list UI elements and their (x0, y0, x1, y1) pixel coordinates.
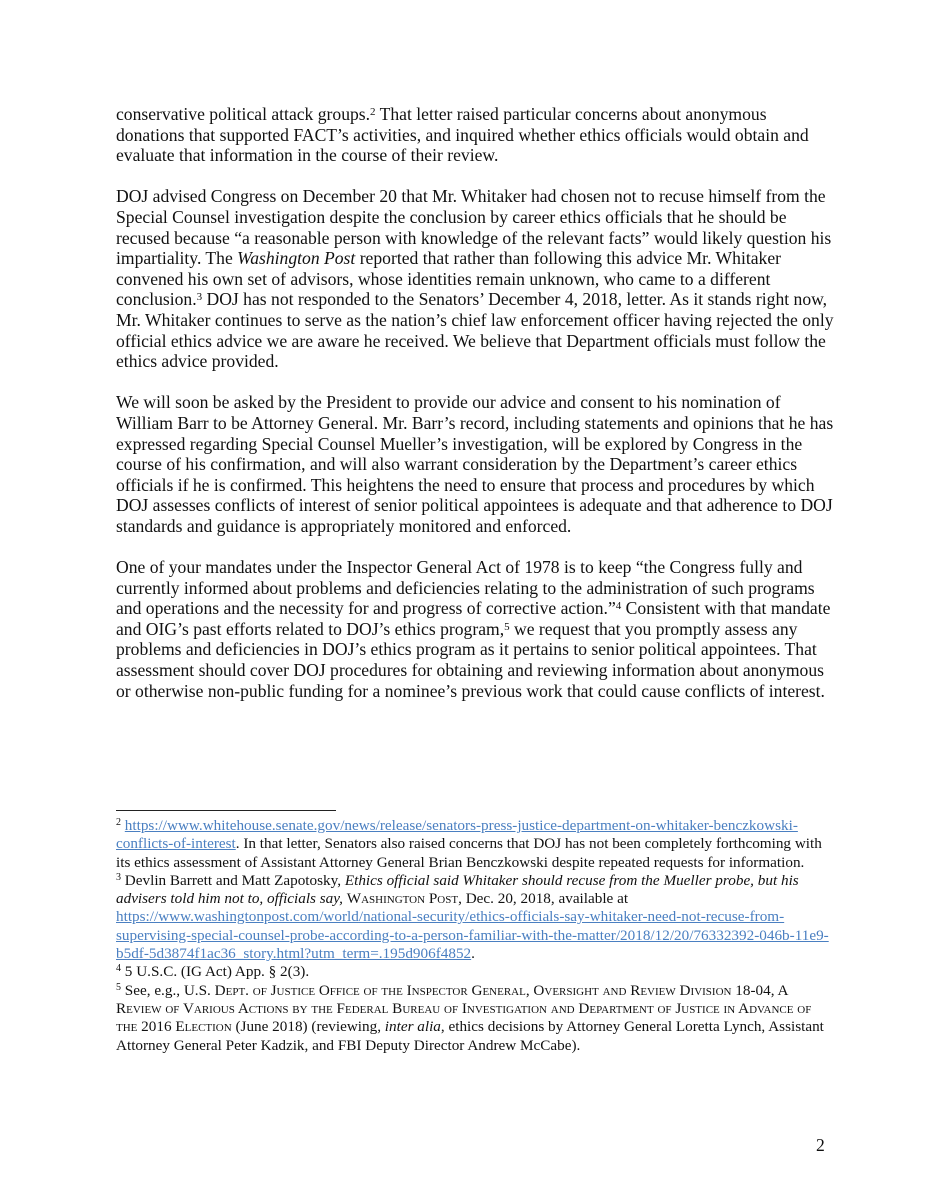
paragraph-3: We will soon be asked by the President to provide our advice and consent to his nomination of William Barr to be Attorney General. Mr. Barr’s record, including statements and opinions that he has expressed regarding Special Counsel Mueller’s investigation, will be explored by Congress in the course of his confirmation, and will also warrant consideration by the Department’s career ethics officials if he is confirmed. This heightens the need to ensure that process and procedures by which DOJ assesses conflicts of interest of senior political appointees is adequate and that adherence to DOJ standards and guidance is appropriately monitored and enforced. (116, 392, 834, 536)
footnote-ref-4[interactable]: 4 (615, 600, 622, 613)
footnote-separator (116, 810, 336, 811)
article-title: Ethics official said Whitaker should recuse from the Mueller probe, but his advisers told him not to, officials say, (116, 871, 799, 908)
footnote-3: $^3$ Devlin Barrett and Matt Zapotosky, Ethics official said Whitaker should recuse from the Mueller probe, but his advisers told him not to, officials say, Washington Post, Dec. 20, 2018, available at https://www.washingtonpost.com/world/national-security/ethics-officials-say-whitaker-need-not-recuse-from-supervising-special-counsel-probe-according-to-a-person-familiar-with-the-matter/2018/12/20/76332392-046b-11e9-b5df-5d3874f1ac36_story.html?utm_term=.195d906f4852. (116, 871, 829, 963)
source-name: Washington Post (346, 890, 459, 908)
footnote-2-link[interactable]: https://www.whitehouse.senate.gov/news/release/senators-press-justice-department-on-whitaker-benczkowski-conflicts-of-interest (116, 817, 798, 853)
letter-body (116, 104, 836, 701)
publication-name: Washington Post (237, 248, 356, 269)
footnote-2: $^2$ https://www.whitehouse.senate.gov/news/release/senators-press-justice-department-on-whitaker-benczkowski-conflicts-of-interest. In that letter, Senators also raised concerns that DOJ has not been completely forthcoming with its ethics assessment of Assistant Attorney General Brian Benczkowski despite repeated requests for information. (116, 817, 822, 871)
footnote-ref-2[interactable]: 2 (370, 106, 376, 119)
paragraph-2: DOJ advised Congress on December 20 that Mr. Whitaker had chosen not to recuse himself from the Special Counsel investigation despite the conclusion by career ethics officials that he should be recused because “a reasonable person with knowledge of the relevant facts” would likely question his impartiality. The Washington Post reported that rather than following this advice Mr. Whitaker convened his own set of advisors, whose identities remain unknown, who came to a different conclusion.$^3$ DOJ has not responded to the Senators’ December 4, 2018, letter. As it stands right now, Mr. Whitaker continues to serve as the nation’s chief law enforcement officer having rejected the only official ethics advice we are aware he received. We believe that Department officials must follow the ethics advice provided. (116, 186, 834, 372)
footnote-5: $^5$ See, e.g., U.S. Dept. of Justice Office of the Inspector General, Oversight and Review Division 18-04, A Review of Various Actions by the Federal Bureau of Investigation and Department of Justice in Advance of the 2016 Election (June 2018) (reviewing, inter alia, ethics decisions by Attorney General Loretta Lynch, Assistant Attorney General Peter Kadzik, and FBI Deputy Director Andrew McCabe). (116, 981, 824, 1054)
paragraph-1: conservative political attack groups.$^2$ That letter raised particular concerns about anonymous donations that supported FACT’s activities, and inquired whether ethics officials would obtain and evaluate that information in the course of their review. (116, 104, 809, 166)
footnote-ref-5[interactable]: 5 (504, 620, 510, 633)
report-title: U.S. Dept. of Justice Office of the Inspector General, Oversight and Review Division 18-04, A Review of Various Actions by the Federal Bureau of Investigation and Department of Justice in Advance of the 2016 Election (116, 981, 812, 1036)
footnote-3-link[interactable]: https://www.washingtonpost.com/world/national-security/ethics-officials-say-whitaker-need-not-recuse-from-supervising-special-counsel-probe-according-to-a-person-familiar-with-the-matter/2018/12/20/76332392-046b-11e9-b5df-5d3874f1ac36_story.html?utm_term=.195d906f4852 (116, 908, 829, 963)
paragraph-4: One of your mandates under the Inspector General Act of 1978 is to keep “the Congress fully and currently informed about problems and deficiencies relating to the administration of such programs and operations and the necessity for and progress of corrective action.”$^4$ Consistent with that mandate and OIG’s past efforts related to DOJ’s ethics program,$^5$ we request that you promptly assess any problems and deficiencies in DOJ’s ethics program as it pertains to senior political appointees. That assessment should cover DOJ procedures for obtaining and reviewing information about anonymous or otherwise non-public funding for a nominee’s previous work that could cause conflicts of interest. (116, 557, 831, 701)
footnote-4: $^4$ 5 U.S.C. (IG Act) App. § 2(3). (116, 963, 310, 981)
footnotes (116, 817, 836, 1055)
page-number: 2 (816, 1135, 825, 1155)
footnote-ref-3[interactable]: 3 (196, 291, 203, 304)
